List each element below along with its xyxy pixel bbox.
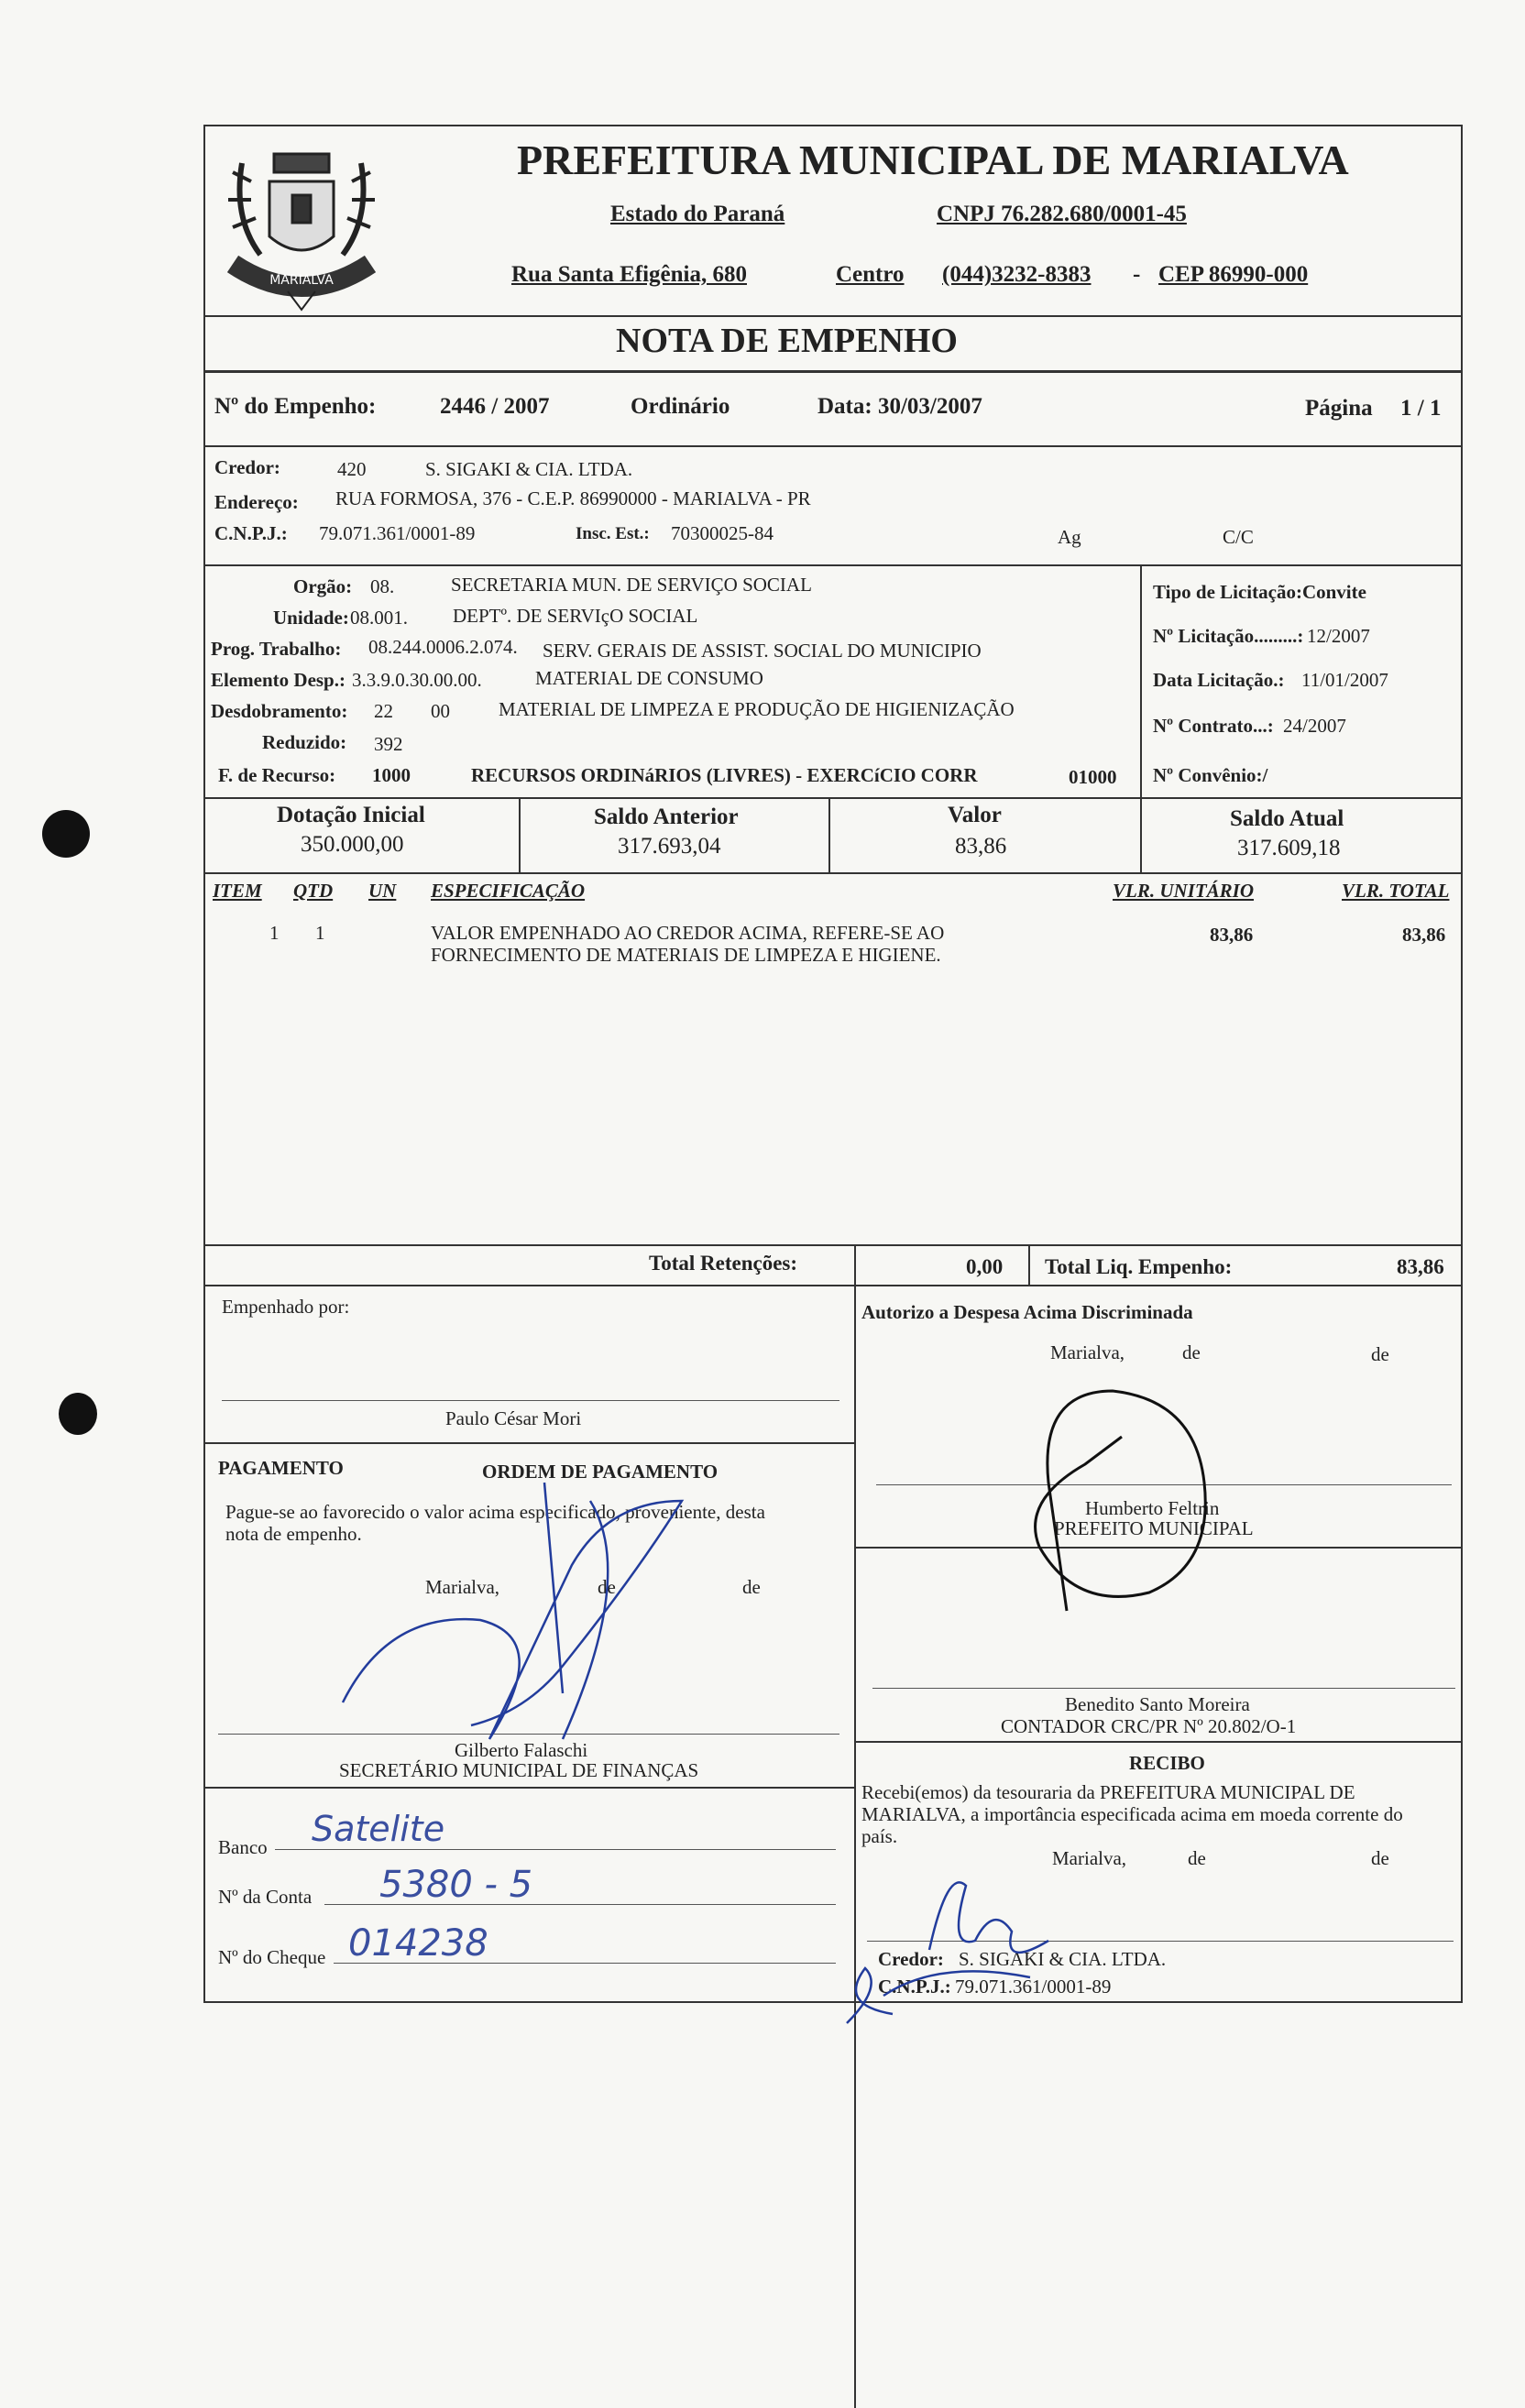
municipality-title: PREFEITURA MUNICIPAL DE MARIALVA: [517, 137, 1349, 183]
contrato-label: Nº Contrato...:: [1153, 715, 1274, 737]
col-especificacao-header: ESPECIFICAÇÃO: [431, 880, 586, 902]
item-desc-line-2: FORNECIMENTO DE MATERIAIS DE LIMPEZA E HIGIENE.: [431, 944, 941, 966]
recibo-text-line-3: país.: [861, 1825, 898, 1847]
saldo-anterior-label: Saldo Anterior: [594, 804, 739, 829]
credor-code: 420: [337, 458, 367, 480]
contador-name: Benedito Santo Moreira: [1065, 1693, 1250, 1715]
banco-value: Satelite: [312, 1809, 445, 1849]
data-licitacao: 11/01/2007: [1301, 669, 1388, 691]
total-liquido-value: 83,86: [1397, 1255, 1444, 1278]
saldo-atual-value: 317.609,18: [1237, 836, 1341, 860]
prog-trabalho-code: 08.244.0006.2.074.: [368, 636, 518, 658]
valor-label: Valor: [948, 803, 1002, 827]
recibo-de-2: de: [1371, 1847, 1389, 1869]
credor-cnpj: 79.071.361/0001-89: [319, 522, 476, 544]
document-title: NOTA DE EMPENHO: [616, 322, 958, 360]
autorizo-label: Autorizo a Despesa Acima Discriminada: [861, 1301, 1193, 1323]
cheque-value: 014238: [348, 1922, 488, 1965]
unidade-code: 08.001.: [350, 607, 408, 629]
desdobramento-desc: MATERIAL DE LIMPEZA E PRODUÇÃO DE HIGIENIZAÇÃO: [499, 698, 1015, 720]
autorizo-de-1: de: [1182, 1341, 1201, 1363]
recibo-city: Marialva,: [1052, 1847, 1127, 1869]
reduzido-value: 392: [374, 733, 403, 755]
desdobramento-label: Desdobramento:: [211, 700, 348, 722]
empenhado-por-label: Empenhado por:: [222, 1296, 350, 1318]
saldo-atual-label: Saldo Atual: [1230, 806, 1344, 831]
pagamento-text-line-1: Pague-se ao favorecido o valor acima especificado, proveniente, desta: [225, 1501, 765, 1523]
banco-label: Banco: [218, 1836, 268, 1858]
secretary-role: SECRETÁRIO MUNICIPAL DE FINANÇAS: [339, 1759, 699, 1781]
total-liquido-label: Total Liq. Empenho:: [1045, 1255, 1233, 1278]
credor-address: RUA FORMOSA, 376 - C.E.P. 86990000 - MARIALVA - PR: [335, 487, 811, 509]
municipal-seal-icon: [205, 126, 398, 319]
conta-label: Nº da Conta: [218, 1886, 313, 1908]
convenio-label: Nº Convênio:/: [1153, 764, 1268, 786]
address-district: Centro: [836, 262, 905, 287]
unidade-desc: DEPTº. DE SERVIçO SOCIAL: [453, 605, 698, 627]
address-label: Endereço:: [214, 491, 299, 513]
empenhado-por-name: Paulo César Mori: [445, 1407, 582, 1429]
cep-code: CEP 86990-000: [1158, 262, 1309, 287]
item-desc-line-1: VALOR EMPENHADO AO CREDOR ACIMA, REFERE-SE AO: [431, 922, 945, 944]
nota-de-empenho-form: [203, 125, 1463, 2003]
prog-trabalho-label: Prog. Trabalho:: [211, 638, 342, 660]
elemento-label: Elemento Desp.:: [211, 669, 346, 691]
phone-number: (044)3232-8383: [942, 262, 1092, 287]
agency-label: Ag: [1058, 526, 1081, 548]
recibo-cnpj: 79.071.361/0001-89: [955, 1976, 1112, 1998]
valor-value: 83,86: [955, 834, 1007, 859]
desdobramento-code-2: 00: [431, 700, 450, 722]
prog-trabalho-desc: SERV. GERAIS DE ASSIST. SOCIAL DO MUNICIPIO: [543, 640, 982, 662]
insc-est-label: Insc. Est.:: [576, 524, 650, 543]
recibo-text-line-2: MARIALVA, a importância especificada acima em moeda corrente do: [861, 1803, 1403, 1825]
item-qtd: 1: [315, 922, 325, 944]
orgao-label: Orgão:: [293, 575, 353, 597]
page-label: Página: [1305, 396, 1373, 421]
pagamento-city: Marialva,: [425, 1576, 500, 1598]
credor-signature: [828, 1849, 1103, 2032]
hole-punch: [59, 1393, 97, 1435]
empenho-date: Data: 30/03/2007: [817, 394, 982, 419]
col-vlr-total-header: VLR. TOTAL: [1342, 880, 1450, 902]
dotacao-value: 350.000,00: [301, 832, 404, 857]
empenho-number-label: Nº do Empenho:: [214, 394, 377, 419]
col-qtd-header: QTD: [293, 880, 334, 902]
pagamento-de-1: de: [598, 1576, 616, 1598]
col-un-header: UN: [368, 880, 397, 902]
secretary-name: Gilberto Falaschi: [455, 1739, 588, 1761]
empenho-number: 2446 / 2007: [440, 394, 550, 419]
credor-cnpj-label: C.N.P.J.:: [214, 522, 288, 544]
total-retencoes-value: 0,00: [966, 1255, 1004, 1278]
orgao-desc: SECRETARIA MUN. DE SERVIÇO SOCIAL: [451, 574, 812, 596]
insc-est: 70300025-84: [671, 522, 773, 544]
recurso-desc: RECURSOS ORDINáRIOS (LIVRES) - EXERCíCIO CORR: [471, 764, 978, 786]
account-label: C/C: [1223, 526, 1254, 548]
col-item-header: ITEM: [213, 880, 262, 902]
numero-licitacao-label: Nº Licitação.........:: [1153, 625, 1304, 647]
autorizo-de-2: de: [1371, 1343, 1389, 1365]
dash-separator: -: [1133, 262, 1141, 287]
mayor-role: PREFEITO MUNICIPAL: [1054, 1517, 1254, 1539]
mayor-signature: [984, 1373, 1296, 1638]
tipo-licitacao: Tipo de Licitação:Convite: [1153, 581, 1366, 603]
item-number: 1: [269, 922, 280, 944]
conta-value: 5380 - 5: [379, 1864, 533, 1906]
recibo-text-line-1: Recebi(emos) da tesouraria da PREFEITURA MUNICIPAL DE: [861, 1781, 1355, 1803]
recibo-cnpj-label: C.N.P.J.:: [878, 1976, 951, 1998]
cheque-label: Nº do Cheque: [218, 1946, 326, 1968]
ordem-pagamento-label: ORDEM DE PAGAMENTO: [482, 1461, 719, 1483]
dotacao-label: Dotação Inicial: [277, 803, 425, 827]
state-label: Estado do Paraná: [610, 202, 785, 226]
recibo-de-1: de: [1188, 1847, 1206, 1869]
total-retencoes-label: Total Retenções:: [649, 1252, 798, 1275]
page-number: 1 / 1: [1400, 396, 1442, 421]
saldo-anterior-value: 317.693,04: [618, 834, 721, 859]
pagamento-de-2: de: [742, 1576, 761, 1598]
contador-role: CONTADOR CRC/PR Nº 20.802/O-1: [1001, 1715, 1297, 1737]
elemento-desc: MATERIAL DE CONSUMO: [535, 667, 763, 689]
reduzido-label: Reduzido:: [262, 731, 347, 753]
data-licitacao-label: Data Licitação.:: [1153, 669, 1285, 691]
municipal-cnpj: CNPJ 76.282.680/0001-45: [937, 202, 1187, 226]
recibo-label: RECIBO: [1129, 1752, 1205, 1774]
unidade-label: Unidade:: [273, 607, 349, 629]
hole-punch: [42, 810, 90, 858]
address-street: Rua Santa Efigênia, 680: [511, 262, 747, 287]
col-vlr-unitario-header: VLR. UNITÁRIO: [1113, 880, 1255, 902]
mayor-name: Humberto Feltrin: [1085, 1497, 1220, 1519]
autorizo-city: Marialva,: [1050, 1341, 1125, 1363]
contrato-number: 24/2007: [1283, 715, 1346, 737]
recurso-label: F. de Recurso:: [218, 764, 336, 786]
pagamento-text-line-2: nota de empenho.: [225, 1523, 362, 1545]
empenho-type: Ordinário: [631, 394, 730, 419]
orgao-code: 08.: [370, 575, 395, 597]
item-unit-value: 83,86: [1210, 924, 1254, 946]
recibo-credor-label: Credor:: [878, 1948, 944, 1970]
recibo-credor-name: S. SIGAKI & CIA. LTDA.: [959, 1948, 1167, 1970]
numero-licitacao: 12/2007: [1307, 625, 1370, 647]
pagamento-label: PAGAMENTO: [218, 1457, 344, 1479]
desdobramento-code-1: 22: [374, 700, 393, 722]
recurso-number: 01000: [1069, 766, 1117, 788]
item-total-value: 83,86: [1402, 924, 1446, 946]
credor-name: S. SIGAKI & CIA. LTDA.: [425, 458, 633, 480]
credor-label: Credor:: [214, 456, 280, 478]
secretary-signature: [334, 1464, 810, 1767]
elemento-code: 3.3.9.0.30.00.00.: [352, 669, 482, 691]
recurso-code: 1000: [372, 764, 411, 786]
seal-text: MARIALVA: [269, 273, 334, 288]
